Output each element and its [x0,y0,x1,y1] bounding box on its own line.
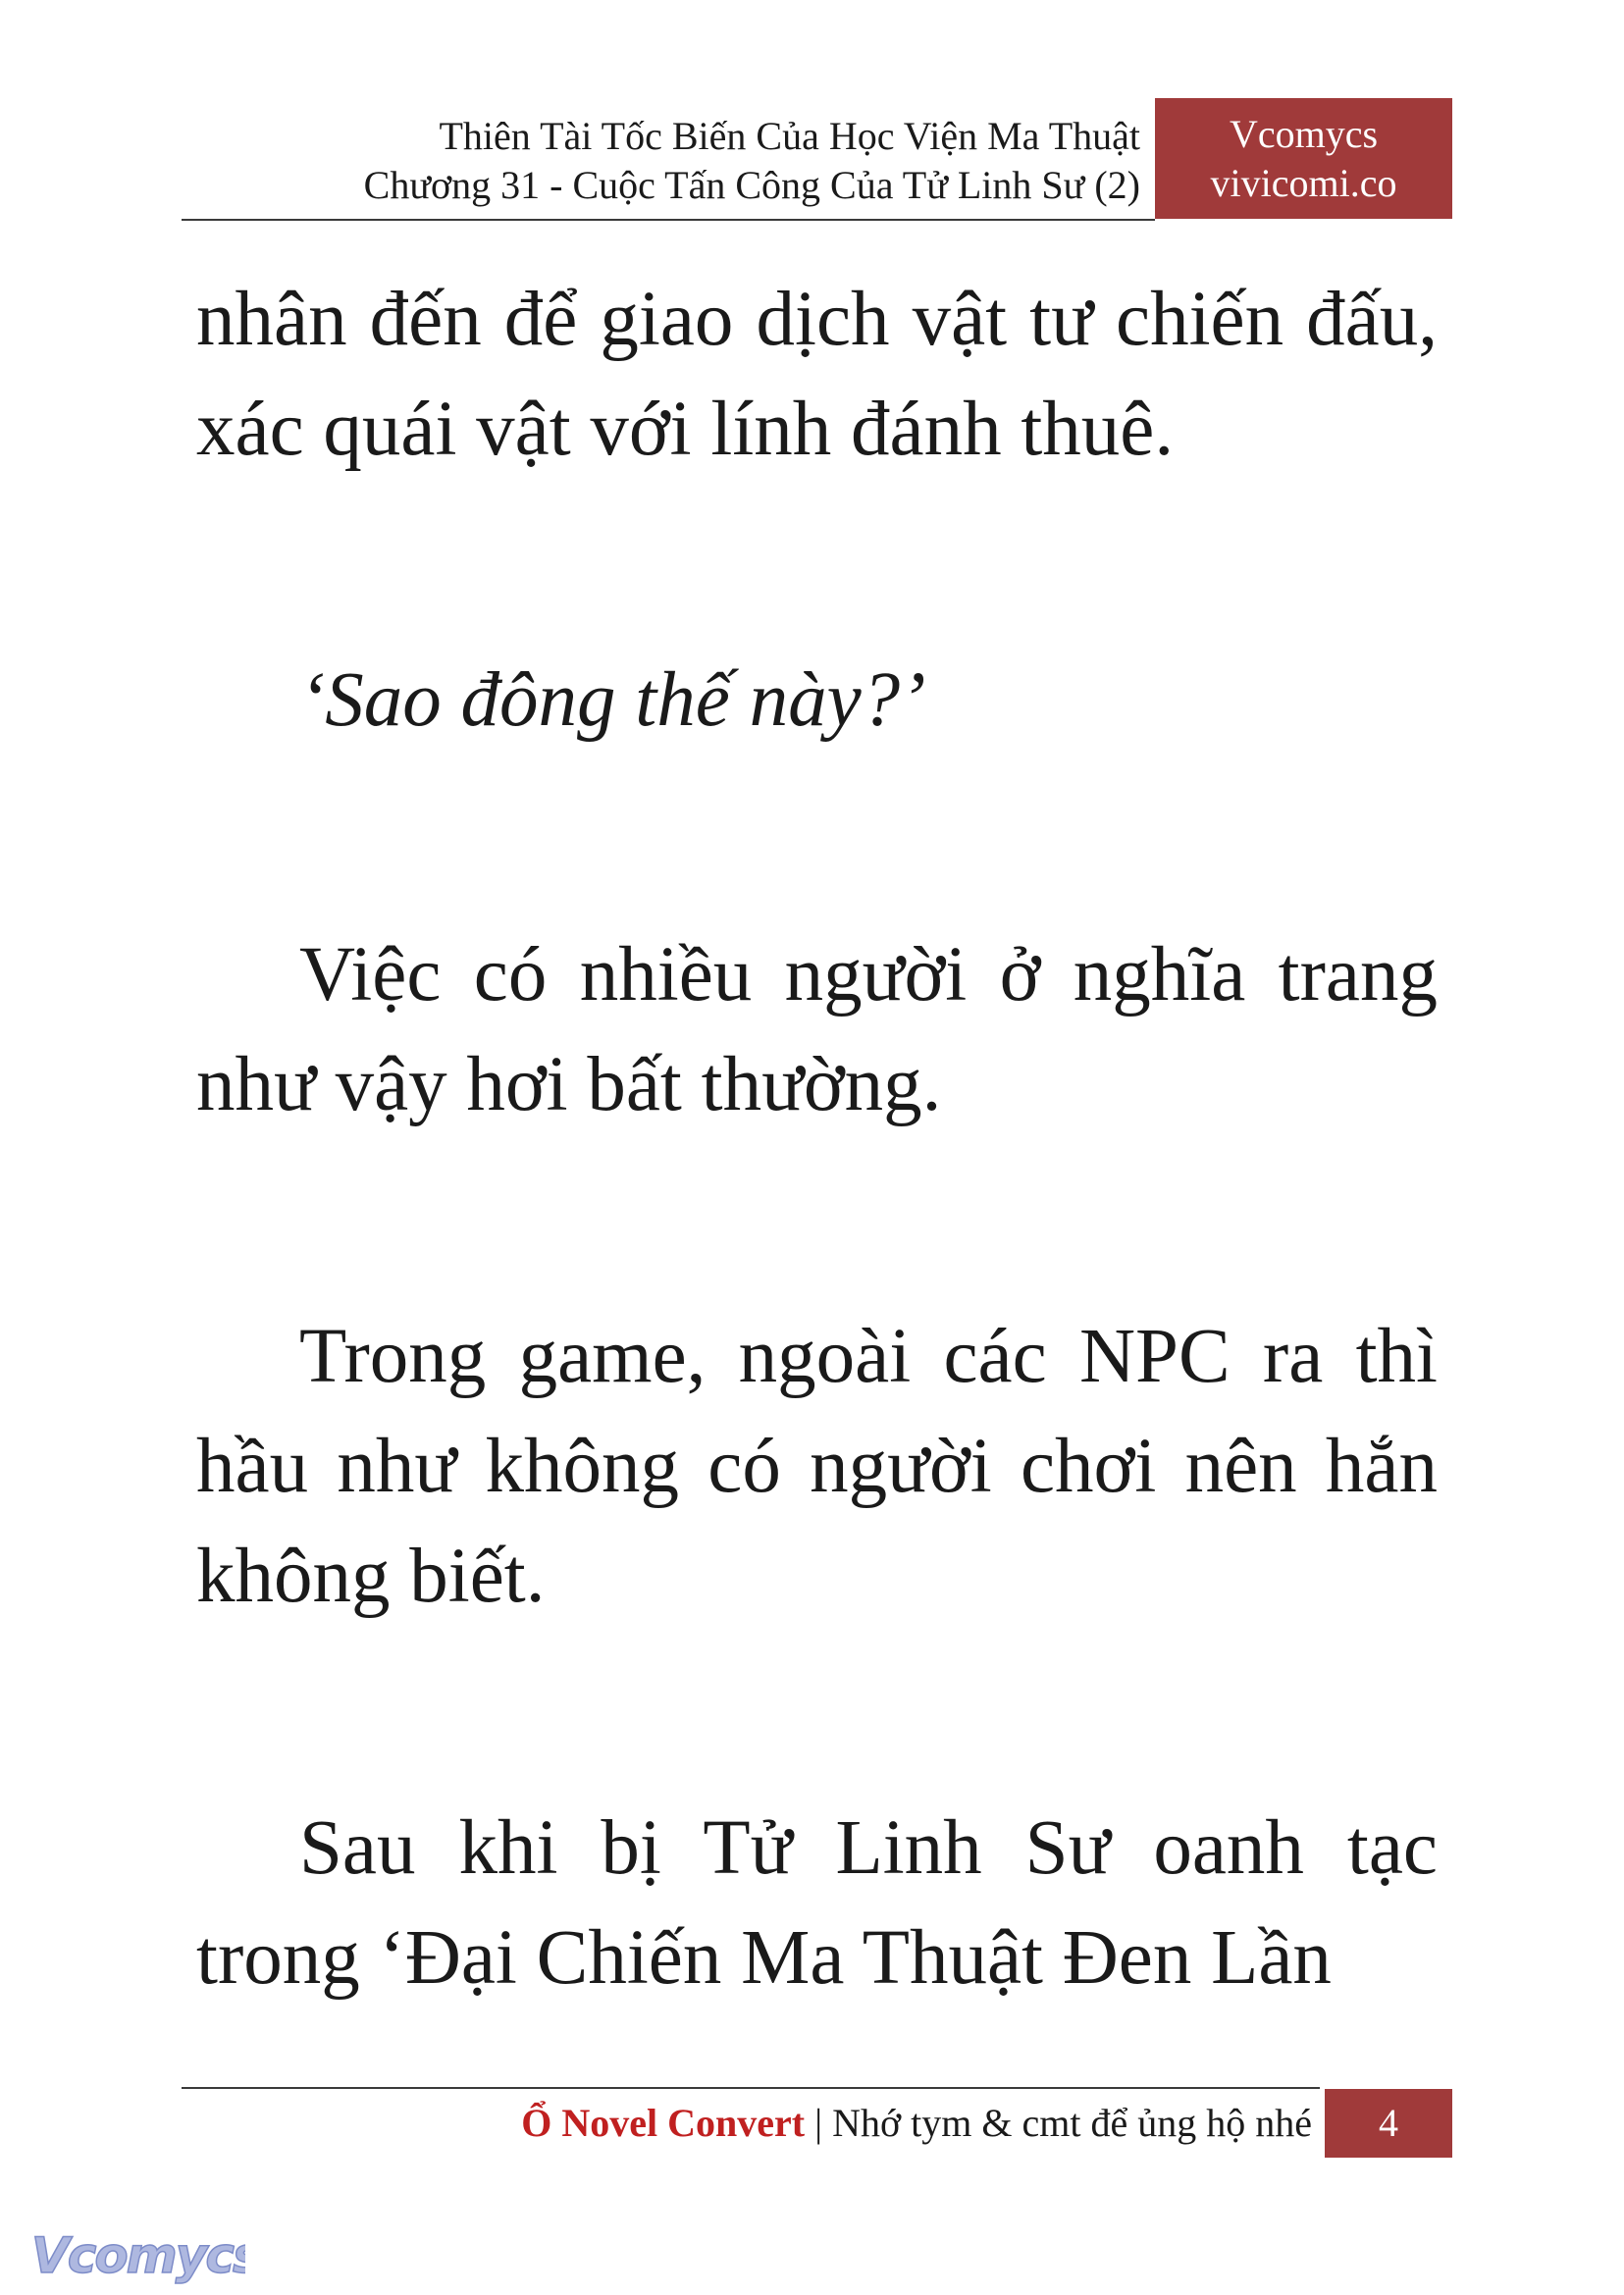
paragraph-thought: ‘Sao đông thế này?’ [299,657,926,743]
site-url: vivicomi.co [1210,161,1397,205]
footer-separator: | [814,2101,823,2145]
header-titles [364,112,1140,210]
footer-message: Nhớ tym & cmt để ủng hộ nhé [832,2101,1312,2145]
chapter-title: Chương 31 - Cuộc Tấn Công Của Tử Linh Sư (2) [363,163,1140,207]
page-number: 4 [1325,2089,1452,2158]
watermark-text: Vcomycs [31,2227,245,2284]
footer-brand: Ổ Novel Convert [521,2101,806,2145]
page-footer [182,2089,1452,2158]
paragraph: Sau khi bị Tử Linh Sư oanh tạc trong ‘Đại Chiến Ma Thuật Đen Lần [196,1805,1438,2001]
book-title: Thiên Tài Tốc Biến Của Học Viện Ma Thuật [439,114,1140,158]
site-name: Vcomycs [1229,112,1379,156]
watermark-logo [29,2225,245,2284]
header-divider [182,219,1155,221]
paragraph: nhân đến để giao dịch vật tư chiến đấu, xác quái vật với lính đánh thuê. [196,277,1438,472]
footer-text [521,2097,1312,2150]
watermark-logo-icon [29,2225,245,2284]
site-badge [1155,98,1452,219]
paragraph: Việc có nhiều người ở nghĩa trang như vậy hơi bất thường. [196,932,1438,1127]
paragraph: Trong game, ngoài các NPC ra thì hầu như không có người chơi nên hắn không biết. [196,1314,1438,1619]
page-header [182,98,1452,221]
